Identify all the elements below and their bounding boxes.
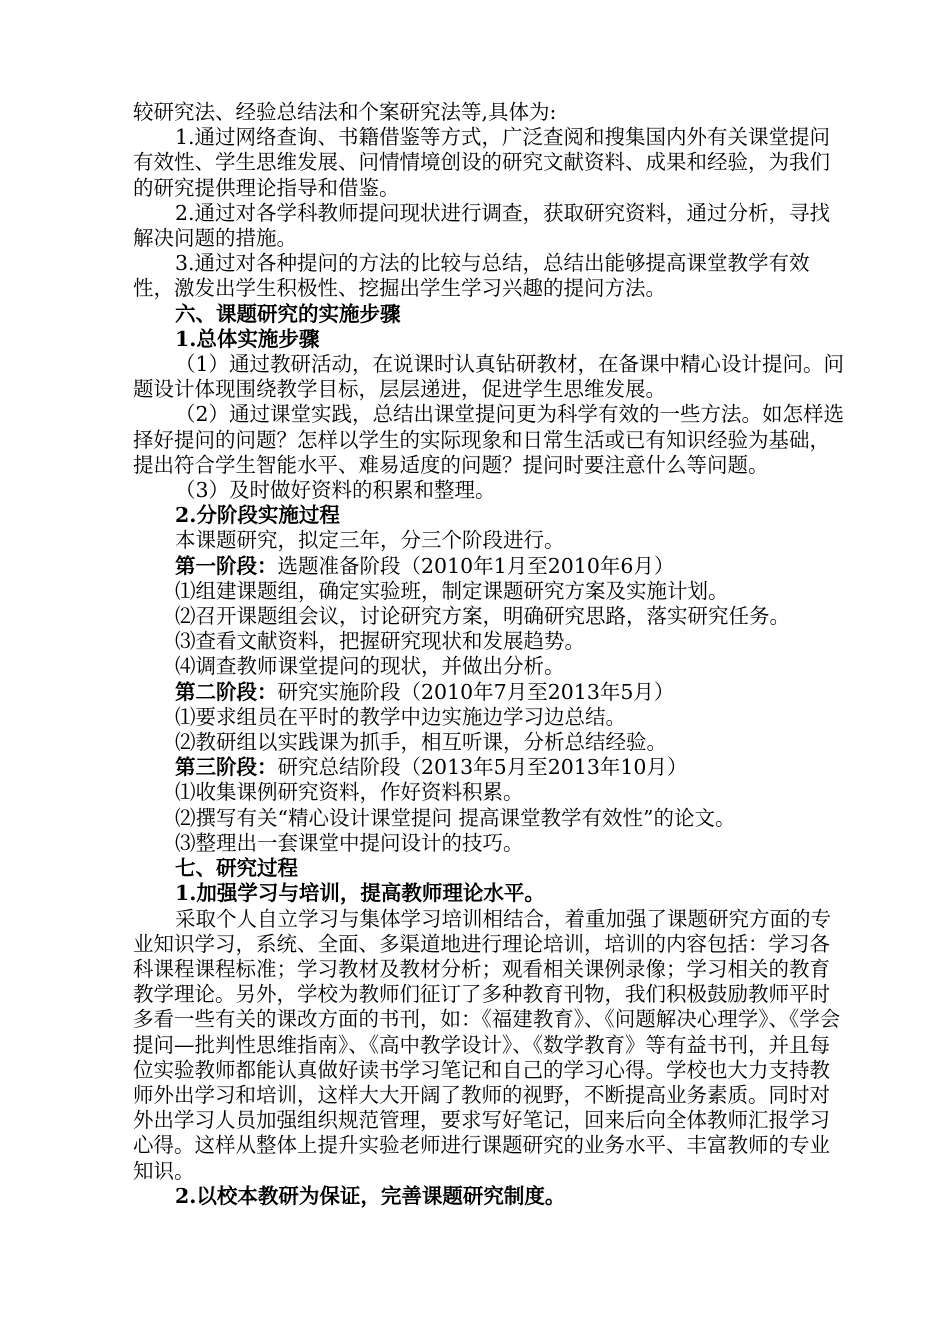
subheading-phased-process: 2.分阶段实施过程 [175, 503, 340, 528]
paragraph-methods-intro: 较研究法、经验总结法和个案研究法等,具体为: [133, 100, 557, 124]
stage-1-text: 选题准备阶段（2010年1月至2010年6月） [277, 553, 675, 578]
stage-2-text: 研究实施阶段（2010年7月至2013年5月） [277, 679, 675, 704]
paragraph-method-2: 2.通过对各学科教师提问现状进行调查，获取研究资料，通过分析，寻找解决问题的措施。 [133, 200, 831, 251]
document-page [133, 100, 848, 1209]
paragraph-method-1: 1.通过网络查询、书籍借鉴等方式，广泛查阅和搜集国内外有关课堂提问有效性、学生思维发展、问情情境创设的研究文献资料、成果和经验，为我们的研究提供理论指导和借鉴。 [133, 125, 831, 200]
stage-3-text: 研究总结阶段（2013年5月至2013年10月） [277, 755, 688, 780]
section-heading-implementation-steps: 六、课题研究的实施步骤 [175, 301, 401, 326]
stage-1-item-3: ⑶查看文献资料，把握研究现状和发展趋势。 [175, 629, 585, 654]
stage-1-line [133, 554, 848, 579]
subheading-training: 1.加强学习与培训，提高教师理论水平。 [175, 881, 545, 906]
paragraph-phases-intro: 本课题研究，拟定三年，分三个阶段进行。 [175, 528, 565, 553]
stage-1-item-4: ⑷调查教师课堂提问的现状，并做出分析。 [175, 654, 565, 679]
paragraph-step-3: （3）及时做好资料的积累和整理。 [175, 478, 496, 503]
stage-1-label: 第一阶段： [175, 553, 278, 578]
stage-1-item-1: ⑴组建课题组，确定实验班，制定课题研究方案及实施计划。 [175, 578, 729, 603]
stage-3-item-1: ⑴收集课例研究资料，作好资料积累。 [175, 780, 524, 805]
stage-3-label: 第三阶段： [175, 755, 278, 780]
stage-3-item-3: ⑶整理出一套课堂中提问设计的技巧。 [175, 830, 524, 855]
stage-2-item-2: ⑵教研组以实践课为抓手，相互听课，分析总结经验。 [175, 730, 667, 755]
paragraph-step-1: （1）通过教研活动，在说课时认真钻研教材，在备课中精心设计提问。问题设计体现围绕教学目标，层层递进，促进学生思维发展。 [133, 352, 845, 402]
subheading-overall-steps: 1.总体实施步骤 [175, 326, 320, 351]
subheading-school-research: 2.以校本教研为保证，完善课题研究制度。 [175, 1183, 566, 1208]
section-heading-research-process: 七、研究过程 [175, 856, 298, 881]
paragraph-training: 采取个人自立学习与集体学习培训相结合，着重加强了课题研究方面的专业知识学习，系统、全面、多渠道地进行理论培训，培训的内容包括：学习各科课程课程标准；学习教材及教材分析；观看相关课例录像；学习相关的教育教学理论。另外，学校为教师们征订了多种教育刊物，我们积极鼓励教师平时多看一些有关的课改方面的书刊，如：《福建教育》、《问题解决心理学》、《学会提问—批判性思维指南》、《高中教学设计》、《数学教育》等有益书刊，并且每位实验教师都能认真做好读书学习笔记和自己的学习心得。学校也大力支持教师外出学习和培训，这样大大开阔了教师的视野，不断提高业务素质。同时对外出学习人员加强组织规范管理，要求写好笔记，回来后向全体教师汇报学习心得。这样从整体上提升实验老师进行课题研究的业务水平、丰富教师的专业知识。 [133, 906, 841, 1183]
stage-3-line [133, 755, 848, 780]
paragraph-step-2: （2）通过课堂实践，总结出课堂提问更为科学有效的一些方法。如怎样选择好提问的问题？怎样以学生的实际现象和日常生活或已有知识经验为基础，提出符合学生智能水平、难易适度的问题？提问时要注意什么等问题。 [133, 402, 845, 477]
stage-2-item-1: ⑴要求组员在平时的教学中边实施边学习边总结。 [175, 704, 626, 729]
stage-2-label: 第二阶段： [175, 679, 278, 704]
stage-2-line [133, 680, 848, 705]
stage-1-item-2: ⑵召开课题组会议，讨论研究方案，明确研究思路，落实研究任务。 [175, 604, 790, 629]
stage-3-item-2: ⑵撰写有关“精心设计课堂提问 提高课堂教学有效性”的论文。 [175, 805, 736, 830]
paragraph-method-3: 3.通过对各种提问的方法的比较与总结，总结出能够提高课堂教学有效性，激发出学生积极性、挖掘出学生学习兴趣的提问方法。 [133, 251, 810, 301]
